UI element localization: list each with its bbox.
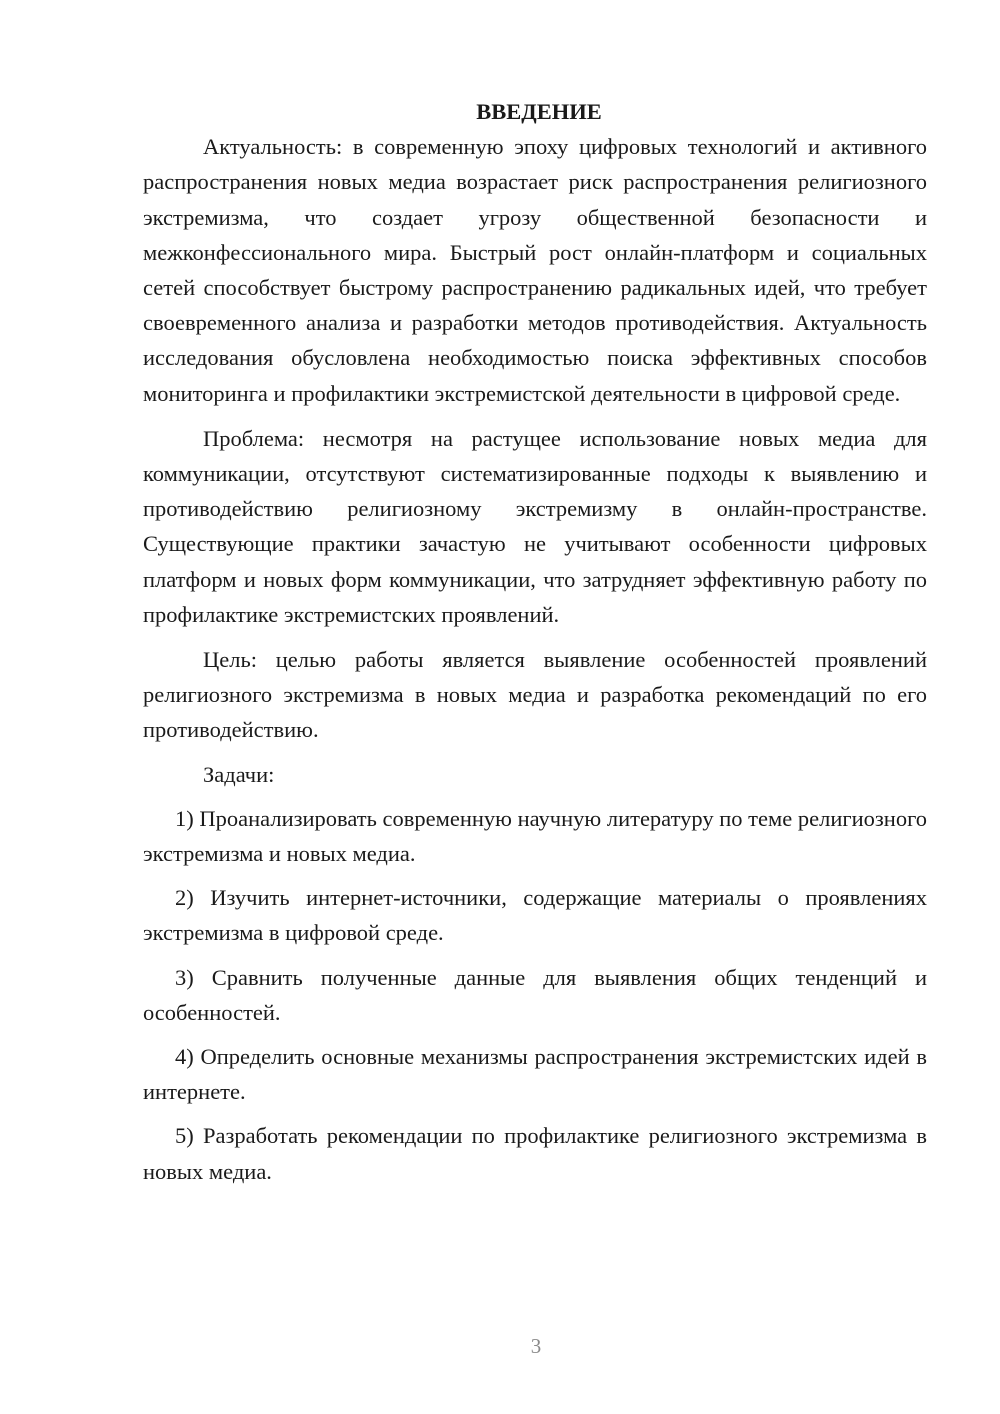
task-item-2: 2) Изучить интернет-источники, содержащие материалы о проявлениях экстремизма в цифровой среде.: [143, 885, 927, 946]
page-content: [143, 94, 927, 1189]
task-item-5: 5) Разработать рекомендации по профилактике религиозного экстремизма в новых медиа.: [143, 1123, 927, 1184]
task-item-1: 1) Проанализировать современную научную литературу по теме религиозного экстремизма и новых медиа.: [143, 805, 927, 867]
relevance-paragraph: Актуальность: в современную эпоху цифровых технологий и активного распространения новых медиа возрастает риск распространения религиозного экстремизма, что создает угрозу общественной безопасности и межконфессионального мира. Быстрый рост онлайн-платформ и социальных сетей способствует быстрому распространению радикальных идей, что требует своевременного анализа и разработки методов противодействия. Актуальность исследования обусловлена необходимостью поиска эффективных способов мониторинга и профилактики экстремистской деятельности в цифровой среде.: [143, 134, 927, 406]
tasks-heading: Задачи:: [203, 761, 275, 787]
page-number: 3: [530, 1334, 542, 1358]
problem-paragraph: Проблема: несмотря на растущее использование новых медиа для коммуникации, отсутствуют систематизированные подходы к выявлению и противодействию религиозному экстремизму в онлайн-пространстве. Существующие практики зачастую не учитывают особенности цифровых платформ и новых форм коммуникации, что затрудняет эффективную работу по профилактике экстремистских проявлений.: [143, 425, 927, 627]
tasks-list: [143, 801, 927, 1189]
task-item-3: 3) Сравнить полученные данные для выявления общих тенденций и особенностей.: [143, 964, 927, 1025]
goal-paragraph: Цель: целью работы является выявление особенностей проявлений религиозного экстремизма в новых медиа и разработка рекомендаций по его противодействию.: [143, 647, 927, 743]
section-title: ВВЕДЕНИЕ: [476, 99, 602, 124]
task-item-4: 4) Определить основные механизмы распространения экстремистских идей в интернете.: [143, 1044, 927, 1105]
